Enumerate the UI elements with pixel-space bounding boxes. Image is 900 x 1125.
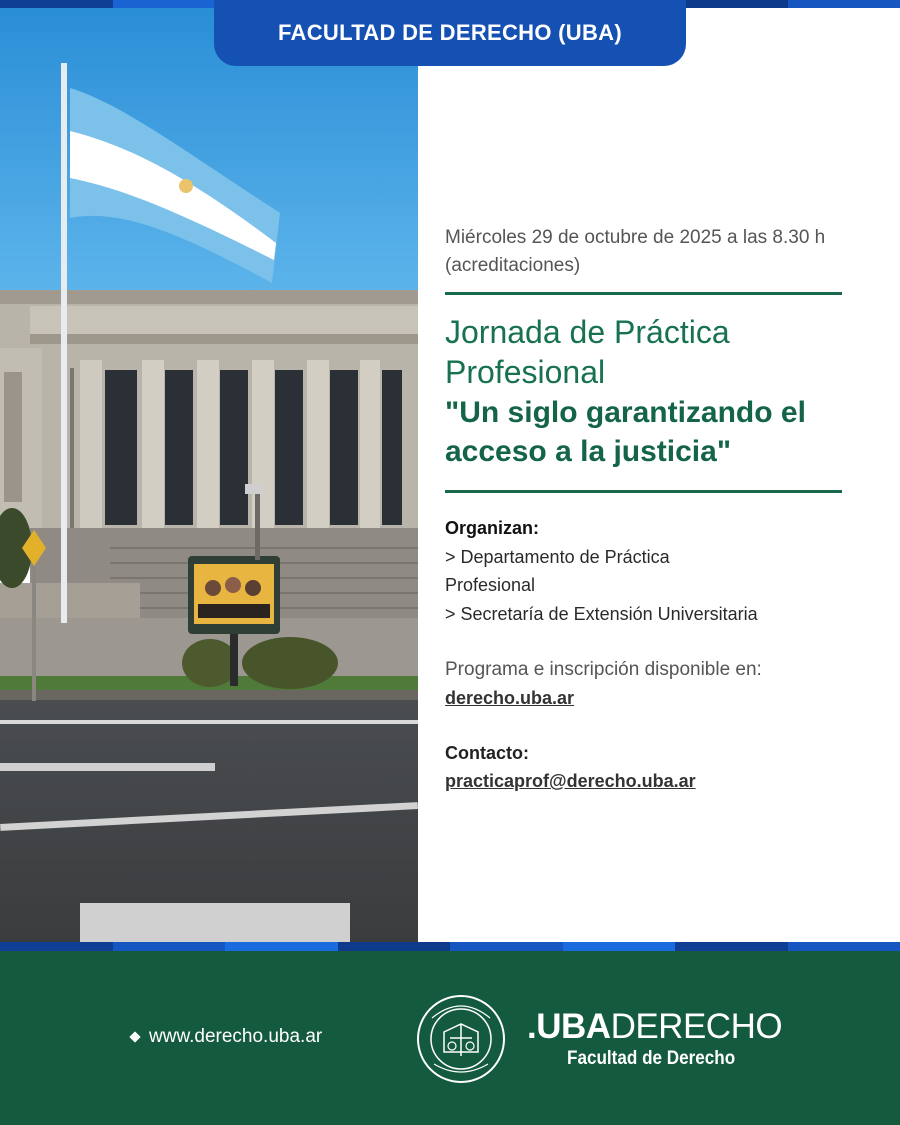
faculty-building-photo — [0, 8, 418, 942]
uba-derecho-logo — [527, 1007, 782, 1071]
footer-website[interactable] — [131, 1026, 322, 1048]
brand-subtitle: Facultad de Derecho — [567, 1048, 736, 1069]
divider-top — [445, 292, 842, 295]
faculty-header-banner — [214, 0, 686, 66]
organizer-item: > Secretaría de Extensión Universitaria — [445, 603, 758, 624]
brand-suffix: DERECHO — [610, 1007, 783, 1046]
contact-email-link[interactable]: practicaprof@derecho.uba.ar — [445, 771, 696, 791]
organizers-label: Organizan: — [445, 518, 540, 538]
event-title: Jornada de Práctica Profesional — [445, 314, 730, 390]
contact-block — [445, 739, 865, 795]
footer — [0, 951, 900, 1125]
footer-color-strip — [0, 942, 900, 951]
organizers-block — [445, 514, 855, 628]
contact-label: Contacto: — [445, 743, 529, 763]
university-seal-icon — [416, 994, 506, 1084]
divider-bottom — [445, 490, 842, 493]
diamond-bullet-icon — [129, 1031, 140, 1042]
organizer-item: > Departamento de Práctica Profesional — [445, 546, 670, 595]
footer-website-text: www.derecho.uba.ar — [149, 1026, 323, 1047]
program-block — [445, 656, 865, 713]
header-title: FACULTAD DE DERECHO (UBA) — [278, 20, 622, 45]
program-link[interactable]: derecho.uba.ar — [445, 688, 575, 708]
program-text: Programa e inscripción disponible en: — [445, 659, 762, 680]
event-subtitle: "Un siglo garantizando el acceso a la justicia" — [445, 396, 806, 468]
event-date: Miércoles 29 de octubre de 2025 a las 8.30 h (acreditaciones) — [445, 227, 826, 276]
brand-prefix: .UBA — [527, 1007, 611, 1046]
